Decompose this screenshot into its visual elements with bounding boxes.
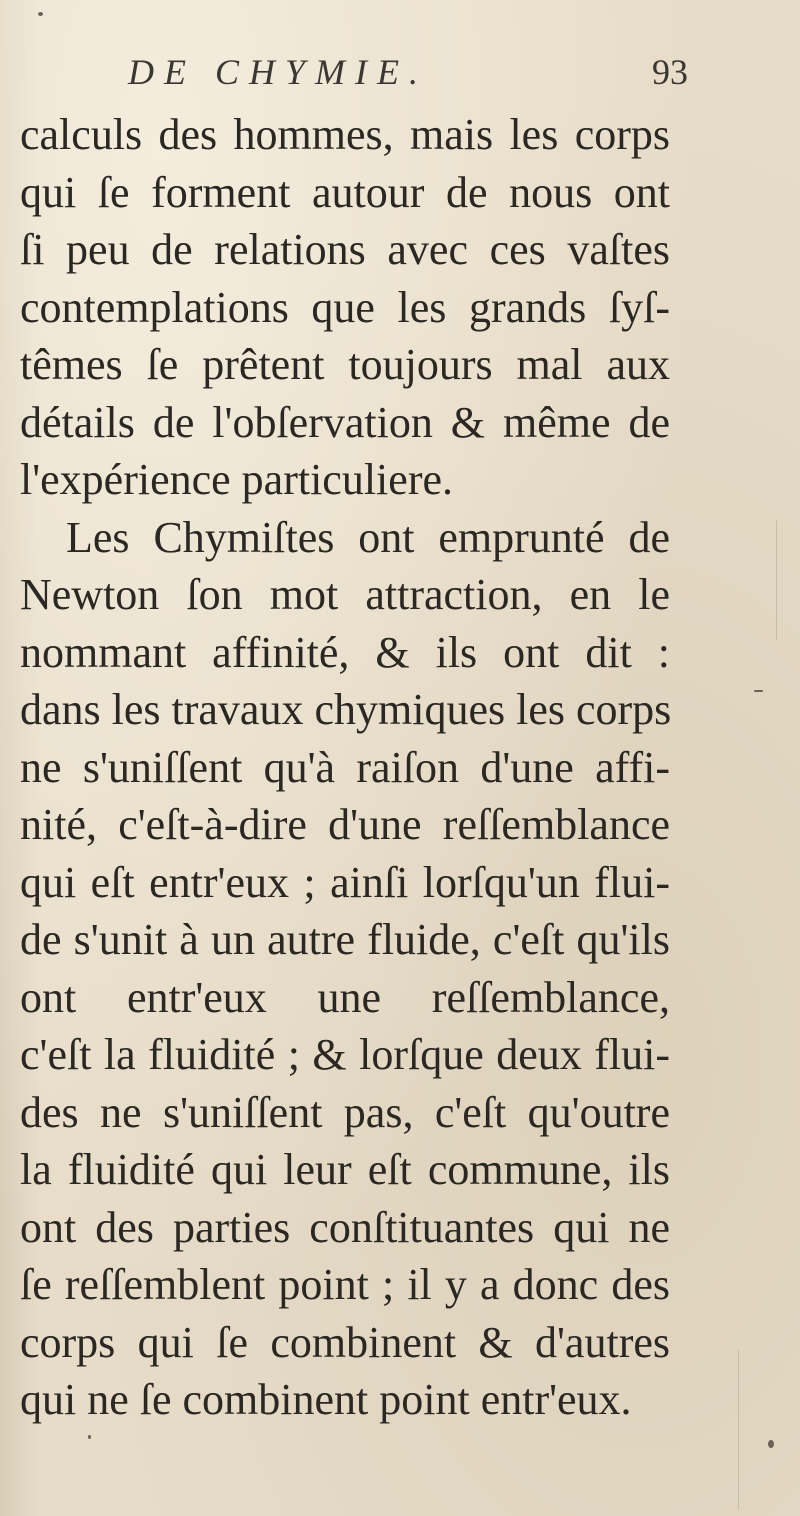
text-line: Newton ſon mot attraction, en le bbox=[20, 570, 670, 619]
running-title: DE CHYMIE. bbox=[128, 52, 428, 92]
text-line: ont entr'eux une reſſemblance, bbox=[20, 972, 670, 1022]
text-line: dans les travaux chymiques les corps bbox=[20, 685, 672, 734]
text-line: ſe reſſemblent point ; il y a donc des bbox=[20, 1260, 670, 1309]
text-line: c'eſt la fluidité ; & lorſque deux flui- bbox=[20, 1030, 670, 1079]
paper-crease bbox=[776, 520, 777, 640]
text-line: des ne s'uniſſent pas, c'eſt qu'outre bbox=[20, 1087, 670, 1137]
text-line: la fluidité qui leur eſt commune, ils bbox=[20, 1145, 670, 1194]
page-number: 93 bbox=[652, 52, 688, 92]
text-line: contemplations que les grands ſyſ- bbox=[20, 282, 670, 332]
text-line: ſi peu de relations avec ces vaſtes bbox=[20, 225, 670, 274]
text-line: ont des parties conſtituantes qui ne bbox=[20, 1202, 670, 1252]
text-line: l'expérience particuliere. bbox=[20, 455, 453, 504]
text-line: qui ne ſe combinent point entr'eux. bbox=[20, 1375, 632, 1424]
text-line: nommant affinité, & ils ont dit : bbox=[20, 627, 670, 677]
text-line: nité, c'eſt-à-dire d'une reſſemblance bbox=[20, 800, 670, 849]
paper-crease bbox=[738, 1350, 739, 1510]
text-line: qui ſe forment autour de nous ont bbox=[20, 167, 670, 217]
text-line: de s'unit à un autre fluide, c'eſt qu'ils bbox=[20, 915, 670, 964]
text-line: corps qui ſe combinent & d'autres bbox=[20, 1317, 670, 1367]
body-text bbox=[20, 106, 670, 1429]
ink-speck bbox=[38, 12, 43, 16]
ink-speck bbox=[88, 1435, 91, 1439]
ink-speck bbox=[754, 690, 763, 692]
text-line: qui eſt entr'eux ; ainſi lorſqu'un flui- bbox=[20, 857, 670, 907]
text-line: têmes ſe prêtent toujours mal aux bbox=[20, 340, 670, 389]
ink-speck bbox=[768, 1440, 774, 1448]
running-head bbox=[128, 44, 688, 100]
text-line: calculs des hommes, mais les corps bbox=[20, 110, 670, 159]
text-line: détails de l'obſervation & même de bbox=[20, 397, 670, 447]
paragraph-start-line: Les Chymiſtes ont emprunté de bbox=[66, 512, 670, 562]
text-line: ne s'uniſſent qu'à raiſon d'une affi- bbox=[20, 742, 670, 792]
